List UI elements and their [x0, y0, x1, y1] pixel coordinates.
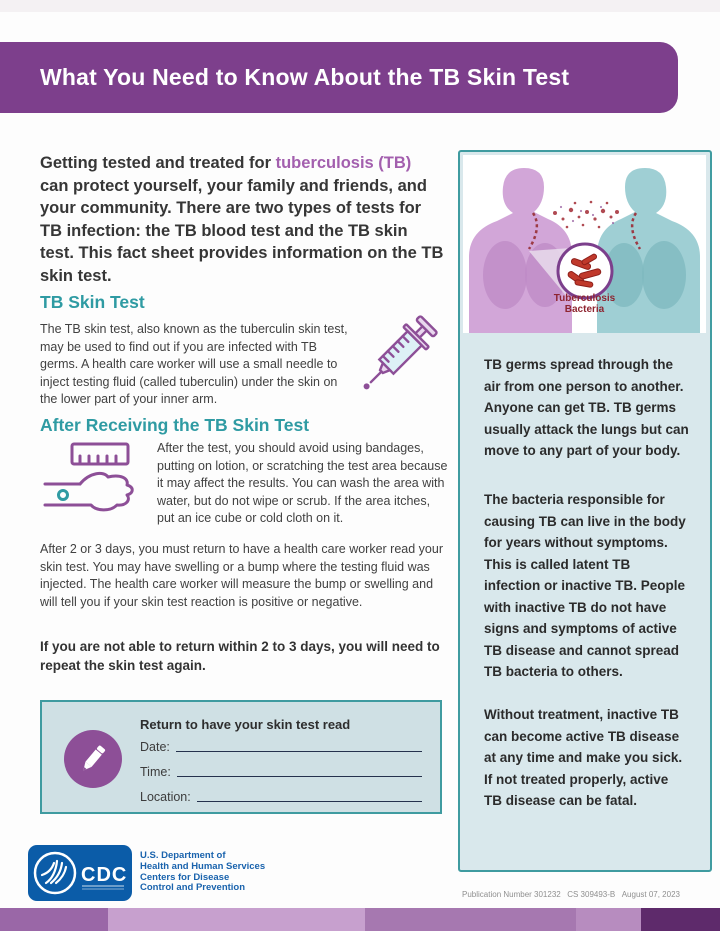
after-test-body2: After 2 or 3 days, you must return to have a health care worker read your skin test. You may have swelling or a bump where the testing fluid was injected. The health care worker will measure the bump or swelling and will tell you if your skin test reaction is positive or negative.	[40, 542, 443, 609]
pencil-icon	[76, 742, 110, 776]
intro-text-before: Getting tested and treated for	[40, 154, 276, 172]
tb-transmission-illustration	[463, 155, 706, 333]
pencil-badge	[64, 730, 122, 788]
publication-line	[462, 890, 680, 899]
time-label: Time:	[140, 765, 171, 779]
after-test-body1: After the test, you should avoid using bandages, putting on lotion, or scratching the test area because it may affect the results. You can wash the area with water, but do not wipe or scrub. If the area itches, put an ice cube or cold cloth on it.	[157, 441, 448, 525]
intro-paragraph	[40, 152, 444, 287]
tuberculosis-link[interactable]: tuberculosis (TB)	[275, 154, 412, 172]
heading-after-receiving: After Receiving the TB Skin Test	[40, 415, 310, 435]
return-warning-note: If you are not able to return within 2 to 3 days, you will need to repeat the skin test again.	[40, 639, 440, 673]
tb-info-sidebar	[458, 150, 712, 872]
sidebar-paragraph-3: Without treatment, inactive TB can become active TB disease at any time and make you sick. If not treated properly, active TB disease can be fatal.	[484, 707, 683, 808]
callout-title: Return to have your skin test read	[140, 717, 351, 732]
publication-date: August 07, 2023	[621, 890, 680, 899]
top-strip	[0, 0, 720, 12]
syringe-icon	[346, 310, 448, 408]
date-field	[140, 740, 422, 754]
heading-tb-skin-test: TB Skin Test	[40, 292, 145, 312]
publication-number: Publication Number 301232	[462, 890, 561, 899]
footer-bar-segment	[365, 908, 576, 931]
agency-line: U.S. Department of	[140, 850, 226, 861]
tb-skin-test-body: The TB skin test, also known as the tuberculin skin test, may be used to find out if you are infected with TB germs. A health care worker will use a small needle to inject testing fluid (called tuberculin) under the skin on the lower part of your inner arm.	[40, 322, 348, 406]
date-label: Date:	[140, 740, 170, 754]
footer-bar-segment	[108, 908, 365, 931]
bacteria-caption: Tuberculosis Bacteria	[553, 293, 616, 315]
header-banner	[0, 42, 678, 113]
location-label: Location:	[140, 790, 191, 804]
footer-bar-segment	[576, 908, 641, 931]
agency-line: Centers for Disease	[140, 871, 230, 883]
hhs-cdc-logo	[28, 845, 132, 901]
time-field	[140, 765, 422, 779]
hand-ruler-icon	[42, 440, 150, 528]
footer-bar-segment	[0, 908, 108, 931]
time-write-line	[177, 776, 422, 777]
footer-color-bar	[0, 908, 720, 931]
svg-text:CDC: CDC	[81, 864, 128, 886]
page-title: What You Need to Know About the TB Skin Test	[40, 64, 570, 90]
agency-line: Health and Human Services	[140, 860, 266, 872]
agency-text	[140, 851, 270, 894]
date-write-line	[176, 751, 422, 752]
intro-text-after: can protect yourself, your family and friends, and your community. There are two types of tests for TB infection: the TB blood test and the TB skin test. This fact sheet provides information on the TB skin test.	[40, 176, 444, 285]
agency-line: Control and Prevention	[140, 882, 246, 894]
location-write-line	[197, 801, 422, 802]
cs-number: CS 309493-B	[567, 890, 616, 899]
sidebar-paragraph-1: TB germs spread through the air from one person to another. Anyone can get TB. TB germs usually attack the lungs but can move to any part of your body.	[484, 357, 689, 458]
sidebar-paragraph-2: The bacteria responsible for causing TB can live in the body for years without symptoms. This is called latent TB infection or inactive TB. People with inactive TB do not have signs and symptoms of active TB disease and cannot spread TB bacteria to others.	[484, 492, 686, 679]
return-callout-box	[40, 700, 442, 814]
location-field	[140, 790, 422, 804]
footer-bar-segment	[641, 908, 720, 931]
